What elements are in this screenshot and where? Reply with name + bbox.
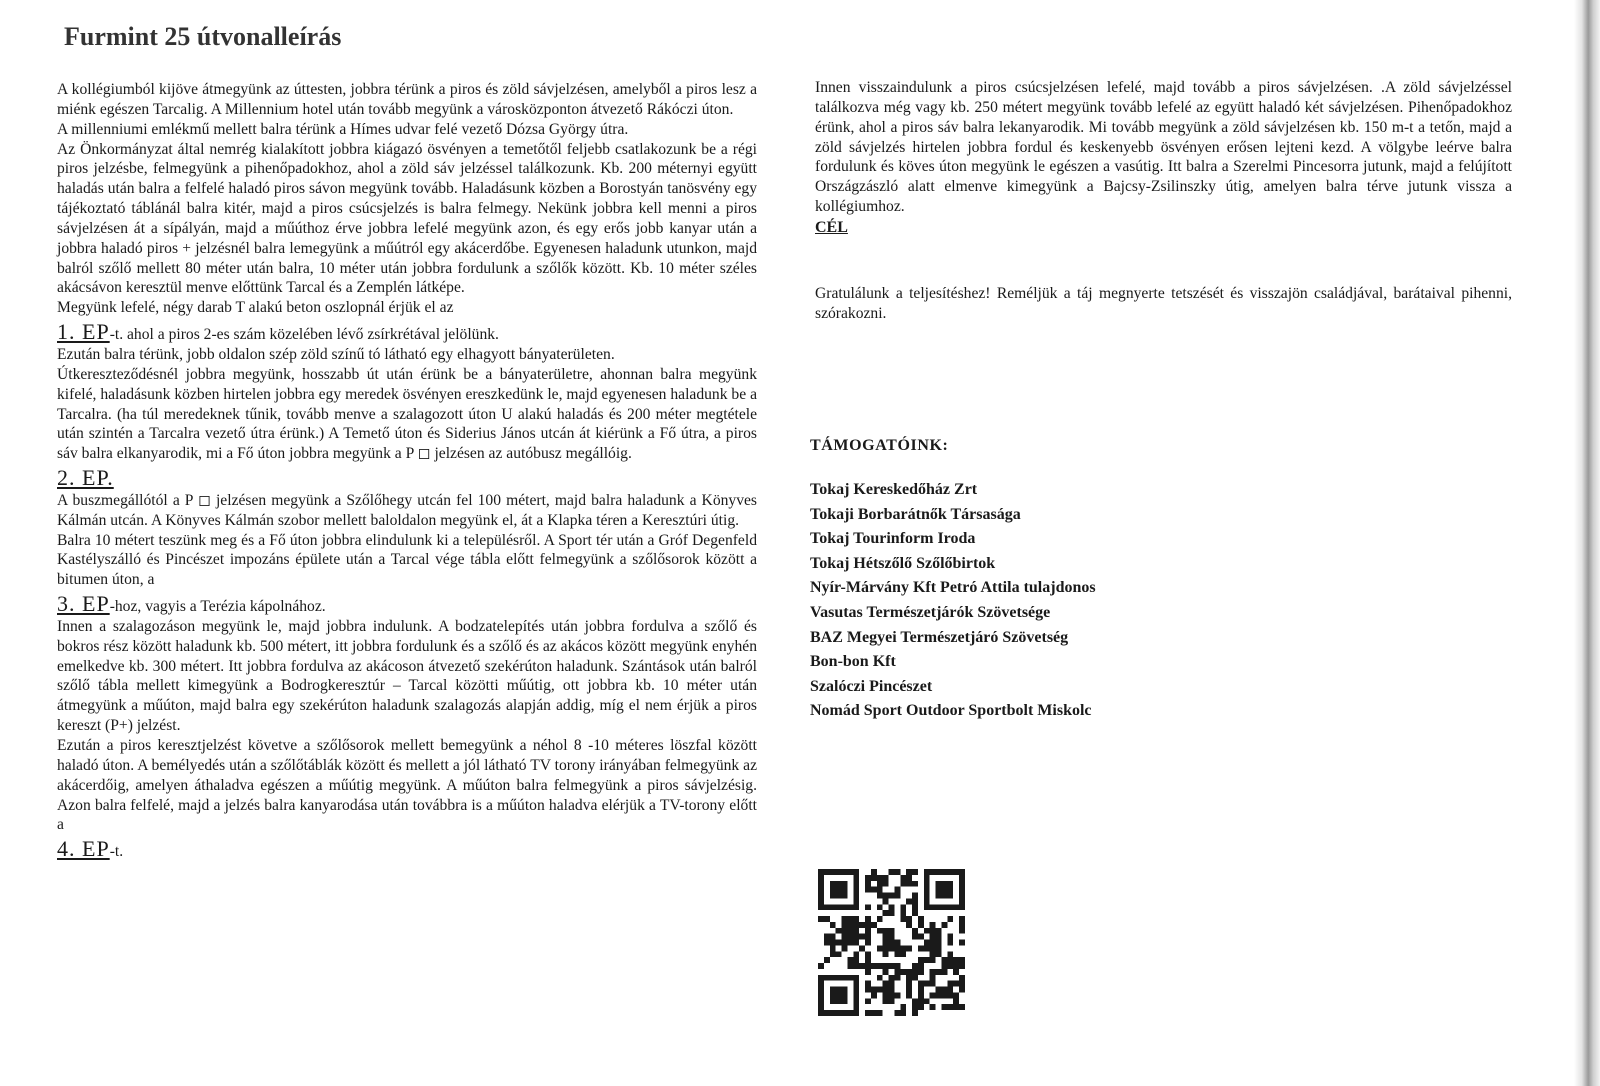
supporter-item: Nyír-Márvány Kft Petró Attila tulajdonos xyxy=(810,579,1096,597)
supporter-item: Bon-bon Kft xyxy=(810,653,896,671)
supporter-item: Szalóczi Pincészet xyxy=(810,677,933,695)
checkpoint-4-text: -t. xyxy=(109,843,124,861)
paragraph-bus-stop: A buszmegállótól a P ◻ jelzésen megyünk a Szőlőhegy utcán fel 100 métert, majd balra haladunk a Könyves Kálmán utcán. A Könyves Kálmán szobor mellett baloldalon megyünk el, át a Klapka téren a Keresztúri útig. xyxy=(57,491,757,529)
checkpoint-2 xyxy=(57,464,757,491)
paragraph-before-ep1: Megyünk lefelé, négy darab T alakú beton oszlopnál érjük el az xyxy=(57,299,454,317)
supporter-item: BAZ Megyei Természetjáró Szövetség xyxy=(810,628,1069,646)
paragraph-dozsa: A millenniumi emlékmű mellett balra térünk a Hímes udvar felé vezető Dózsa György útra. xyxy=(57,120,629,138)
supporters-heading: TÁMOGATÓINK: xyxy=(810,437,949,454)
paragraph-leaving-town: Balra 10 métert teszünk meg és a Fő úton jobbra elindulunk ki a településről. A Sport tér után a Gróf Degenfeld Kastélyszálló és Pincészet impozáns épülete után a Tarcal vége tábla előtt felmegyünk a szőlősorok között a bitumen úton, a xyxy=(57,531,757,589)
checkpoint-3 xyxy=(57,590,757,617)
paragraph-elder-grove: Innen a szalagozáson megyünk le, majd jobbra indulunk. A bodzatelepítés után jobbra fordulva a szőlő és bokros rész között haladunk kb. 500 métert, itt jobbra fordulunk és a szőlő és az akácos között megyünk enyhén emelkedve kb. 300 métert. Itt jobbra fordulva az akácoson átvezető szekérúton haladunk. Szántások után balról szőlő tábla mellett kimegyünk a Bodrogkeresztúr – Tarcal közötti műútig, ott jobbra kb. 10 méter után átmegyünk a műúton, majd balra egy szekérúton haladunk szalagozás alapján addig, míg el nem érjük a piros kereszt (P+) jelzést. xyxy=(57,617,757,735)
supporters-list xyxy=(810,478,1410,724)
qr-code-icon[interactable] xyxy=(818,869,965,1016)
checkpoint-1 xyxy=(57,318,757,345)
page-title: Furmint 25 útvonalleírás xyxy=(64,22,342,51)
checkpoint-3-label: 3. EP xyxy=(57,591,110,617)
checkpoint-4-label: 4. EP xyxy=(57,836,110,862)
checkpoint-2-label: 2. EP. xyxy=(57,465,114,491)
paragraph-loess-wall: Ezután a piros keresztjelzést követve a szőlősorok mellett bemegyünk a néhol 8 -10 méteres löszfal között haladó úton. A bemélyedés után a szőlőtáblák között és mellett a jól látható TV torony irányában felmegyünk az akácerdőig, amelyen áthaladva egészen a műútig megyünk. A műúton balra felmegyünk a piros sávjelzésig. Azon balra felfelé, majd a jelzés balra kanyarodása után továbbra is a műúton haladva elérjük a TV-torony előtt a xyxy=(57,737,757,834)
checkpoint-1-label: 1. EP xyxy=(57,319,110,345)
left-column xyxy=(57,80,757,862)
paragraph-lake: Ezután balra térünk, jobb oldalon szép zöld színű tó látható egy elhagyott bányaterületen. xyxy=(57,345,615,363)
right-column xyxy=(815,78,1512,324)
supporter-item: Nomád Sport Outdoor Sportbolt Miskolc xyxy=(810,702,1092,720)
paragraph-route-to-ep1: Az Önkormányzat által nemrég kialakított jobbra kiágazó ösvényen a temetőtől feljebb csatlakozunk be a régi piros jelzésbe, felmegyünk a pihenőpadokhoz, ahol a zöld sáv jelzéssel találkozunk. Kb. 200 méternyi együtt haladás után balra a felfelé haladó piros sávon megyünk tovább. Haladásunk közben a Borostyán tanösvény egy tájékoztató táblánál balra kitér, majd a piros csúcsjelzés is balra felmegy. Nekünk jobbra kell menni a piros sávjelzésen át a sípályán, majd a műúthoz érve jobbra lefelé megyünk azon, és egy erős jobb kanyar után a jobbra haladó piros + jelzésnél balra lemegyünk a műútról egy akácerdőbe. Egyenesen haladunk utunkon, majd balról szőlő mellett 80 méter után balra, 10 méter után jobbra fordulunk a szőlők között. Kb. 10 méter széles akácsávon keresztül menve előttünk Tarcal és a Zemplén látképe. xyxy=(57,140,757,297)
paragraph-return: Innen visszaindulunk a piros csúcsjelzésen lefelé, majd tovább a piros sávjelzésen. .A zöld sávjelzéssel találkozva még vagy kb. 250 métert megyünk tovább lefelé az együtt haladó két sávjelzésen. Pihenőpadokhoz érünk, ahol a piros sáv balra lekanyarodik. Mi tovább megyünk a zöld sávjelzésen kb. 150 m-t a tetőn, majd a zöld sávjelzés hirtelen jobbra fordul és keskenyebb ösvényen erősen lejteni kezd. A völgybe leérve balra fordulunk és köves úton megyünk le egészen a vasútig. Itt balra a Szerelmi Pincesorra jutunk, majd a felújított Országzászló alatt elmenve kimegyünk a Bajcsy-Zsilinszky útig, amelyen balra térve jutunk vissza a kollégiumhoz. xyxy=(815,79,1512,216)
paragraph-congratulations: Gratulálunk a teljesítéshez! Reméljük a táj megnyerte tetszését és visszajön családjával, barátaival pihenni, szórakozni. xyxy=(815,284,1512,322)
supporters-section xyxy=(810,437,1410,724)
supporter-item: Tokaj Tourinform Iroda xyxy=(810,530,976,548)
scan-edge xyxy=(1574,0,1600,1086)
checkpoint-1-text: -t. ahol a piros 2-es szám közelében lévő zsírkrétával jelölünk. xyxy=(109,326,499,344)
supporter-item: Tokaj Kereskedőház Zrt xyxy=(810,481,978,498)
paragraph-quarry: Útkereszteződésnél jobbra megyünk, hosszabb út után érünk be a bányaterületre, ahonnan balra megyünk kifelé, haladásunk közben hirtelen jobbra egy meredek ösvényen ereszkedünk le, majd egyenesen haladunk be a Tarcalra. (ha túl meredeknek tűnik, tovább menve a szalagozott úton U alakú haladás és 200 méter megtétele után szintén a Tarcalra vezető útra érünk.) A Temető úton és Siderius János utcán át kiérünk a Fő útra, a piros sáv balra elkanyarodik, mi a Fő úton jobbra megyünk a P ◻ jelzésen az autóbusz megállóig. xyxy=(57,365,757,463)
checkpoint-4 xyxy=(57,835,757,862)
paragraph-intro: A kollégiumból kijöve átmegyünk az úttesten, jobbra térünk a piros és zöld sávjelzésen, amelyből a piros lesz a miénk egészen Tarcalig. A Millennium hotel után tovább megyünk a városközponton átvezető Rákóczi úton. xyxy=(57,81,757,118)
supporter-item: Tokaji Borbarátnők Társasága xyxy=(810,505,1021,523)
supporter-item: Vasutas Természetjárók Szövetsége xyxy=(810,603,1051,621)
checkpoint-3-text: -hoz, vagyis a Terézia kápolnához. xyxy=(109,598,326,616)
supporter-item: Tokaj Hétszőlő Szőlőbirtok xyxy=(810,554,996,572)
finish-label: CÉL xyxy=(815,218,848,236)
